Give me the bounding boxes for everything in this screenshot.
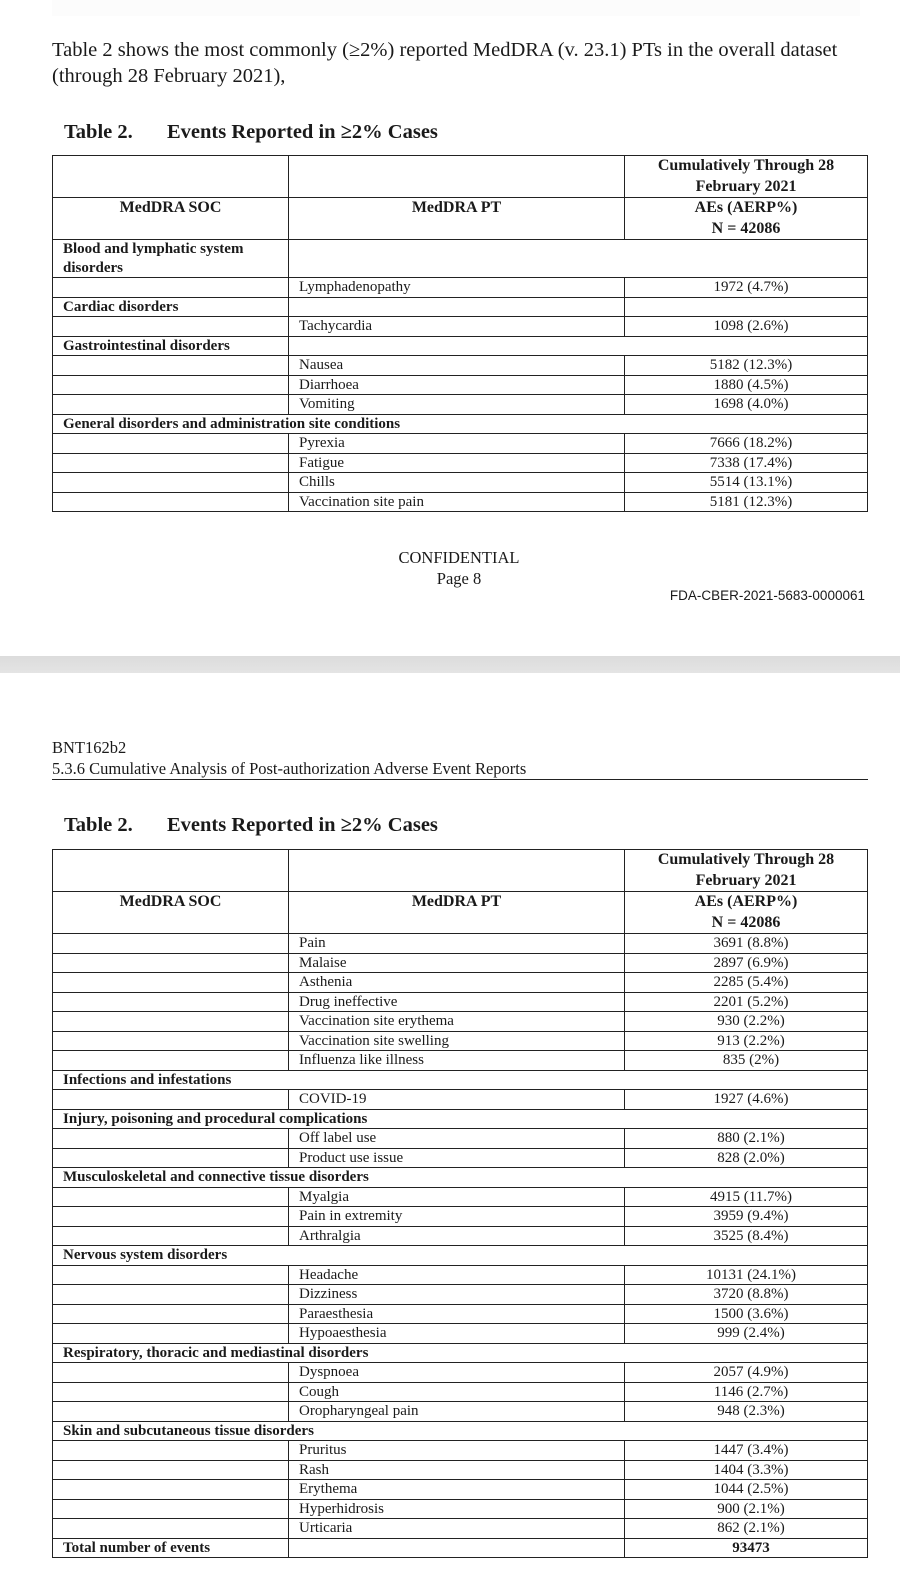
- page-separator: [0, 656, 900, 673]
- table-row: Tachycardia 1098 (2.6%): [53, 317, 868, 337]
- total-label: Total number of events: [53, 1538, 289, 1558]
- pt-label: Pruritus: [289, 1441, 625, 1461]
- table-row: [53, 934, 868, 954]
- pt-label: Dizziness: [289, 1285, 625, 1305]
- soc-label: Injury, poisoning and procedural complications: [53, 1109, 868, 1129]
- running-header: [52, 738, 868, 780]
- ae-value: 2897 (6.9%): [625, 953, 868, 973]
- table-row: [53, 1226, 868, 1246]
- ae-value: 930 (2.2%): [625, 1012, 868, 1032]
- pt-label: Rash: [289, 1460, 625, 1480]
- ae-value: 2285 (5.4%): [625, 973, 868, 993]
- product-name: BNT162b2: [52, 738, 127, 757]
- ae-value: 3720 (8.8%): [625, 1285, 868, 1305]
- table-row: [53, 1265, 868, 1285]
- table-row: [53, 1460, 868, 1480]
- intro-paragraph: Table 2 shows the most commonly (≥2%) reported MedDRA (v. 23.1) PTs in the overall dataset (through 28 February 2021),: [52, 39, 838, 87]
- ae-value: 1447 (3.4%): [625, 1441, 868, 1461]
- table-row: [53, 1090, 868, 1110]
- soc-label: Nervous system disorders: [53, 1246, 868, 1266]
- pt-label: Vaccination site erythema: [289, 1012, 625, 1032]
- pt-label: Erythema: [289, 1480, 625, 1500]
- pt-label: Vaccination site swelling: [289, 1031, 625, 1051]
- ae-value: 835 (2%): [625, 1051, 868, 1071]
- soc-label: Respiratory, thoracic and mediastinal disorders: [53, 1343, 868, 1363]
- document-id: FDA-CBER-2021-5683-0000061: [669, 588, 865, 603]
- ae-value: 999 (2.4%): [625, 1324, 868, 1344]
- table-row: [53, 953, 868, 973]
- ae-value: 4915 (11.7%): [625, 1187, 868, 1207]
- soc-label: Skin and subcutaneous tissue disorders: [53, 1421, 868, 1441]
- table-caption: [64, 121, 438, 144]
- ae-value: 3525 (8.4%): [625, 1226, 868, 1246]
- header-soc: MedDRA SOC: [53, 892, 289, 934]
- table-row: [53, 1129, 868, 1149]
- pt-label: Urticaria: [289, 1519, 625, 1539]
- table-row: [53, 1031, 868, 1051]
- events-table-page1: [52, 155, 868, 512]
- table-row: Fatigue 7338 (17.4%): [53, 453, 868, 473]
- ae-value: 862 (2.1%): [625, 1519, 868, 1539]
- table-row: [53, 1051, 868, 1071]
- table-row-soc: [53, 1168, 868, 1188]
- pt-label: Arthralgia: [289, 1226, 625, 1246]
- header-cumulative: Cumulatively Through 28 February 2021: [625, 156, 868, 198]
- ae-value: 1044 (2.5%): [625, 1480, 868, 1500]
- table-row: Pyrexia 7666 (18.2%): [53, 434, 868, 454]
- table-row: [53, 1363, 868, 1383]
- header-pt: MedDRA PT: [289, 198, 625, 240]
- table-row-soc: [53, 1246, 868, 1266]
- table-number: Table 2.: [64, 814, 133, 836]
- header-soc: MedDRA SOC: [53, 198, 289, 240]
- header-blank-pt: [289, 850, 625, 892]
- table-row: [53, 992, 868, 1012]
- header-blank-soc: [53, 156, 289, 198]
- pt-label: Hyperhidrosis: [289, 1499, 625, 1519]
- ae-value: 1146 (2.7%): [625, 1382, 868, 1402]
- header-blank-soc: [53, 850, 289, 892]
- table-row-soc: [53, 1109, 868, 1129]
- pt-label: Asthenia: [289, 973, 625, 993]
- pt-label: Drug ineffective: [289, 992, 625, 1012]
- table-row-soc: General disorders and administration site conditions: [53, 414, 868, 434]
- table-row: [53, 1441, 868, 1461]
- pt-label: Myalgia: [289, 1187, 625, 1207]
- header-blank-pt: [289, 156, 625, 198]
- table-row: [53, 1012, 868, 1032]
- ae-value: 880 (2.1%): [625, 1129, 868, 1149]
- pt-label: Influenza like illness: [289, 1051, 625, 1071]
- soc-label: Musculoskeletal and connective tissue disorders: [53, 1168, 868, 1188]
- pt-label: Paraesthesia: [289, 1304, 625, 1324]
- header-aes: AEs (AERP%) N = 42086: [625, 892, 868, 934]
- table-row: [53, 1499, 868, 1519]
- table-row: [53, 1304, 868, 1324]
- table-row: [53, 1480, 868, 1500]
- table-row: Lymphadenopathy 1972 (4.7%): [53, 278, 868, 298]
- table-row: [53, 1324, 868, 1344]
- ae-value: 1404 (3.3%): [625, 1460, 868, 1480]
- table-row-soc: Cardiac disorders: [53, 297, 868, 317]
- total-value: 93473: [625, 1538, 868, 1558]
- table-row: [53, 1285, 868, 1305]
- table-row: [53, 973, 868, 993]
- page-number: Page 8: [436, 569, 482, 588]
- table-row: [53, 1148, 868, 1168]
- ae-value: 3959 (9.4%): [625, 1207, 868, 1227]
- table-row: Diarrhoea 1880 (4.5%): [53, 375, 868, 395]
- pt-label: Dyspnoea: [289, 1363, 625, 1383]
- pt-label: COVID-19: [289, 1090, 625, 1110]
- table-row: [53, 1402, 868, 1422]
- header-aes: AEs (AERP%) N = 42086: [625, 198, 868, 240]
- table-title: Events Reported in ≥2% Cases: [167, 121, 438, 143]
- confidential-label: CONFIDENTIAL: [398, 548, 520, 567]
- ae-value: 1500 (3.6%): [625, 1304, 868, 1324]
- pt-label: Pain: [289, 934, 625, 954]
- table-row: [53, 1187, 868, 1207]
- table-title: Events Reported in ≥2% Cases: [167, 814, 438, 836]
- ae-value: 828 (2.0%): [625, 1148, 868, 1168]
- table-row: [53, 1207, 868, 1227]
- ae-value: 900 (2.1%): [625, 1499, 868, 1519]
- table-row: [53, 1519, 868, 1539]
- table-row-soc: [53, 1421, 868, 1441]
- table-row: [53, 1382, 868, 1402]
- previous-page-edge: [52, 0, 860, 16]
- table-row-soc: [53, 1070, 868, 1090]
- table-row-soc: [53, 1343, 868, 1363]
- ae-value: 948 (2.3%): [625, 1402, 868, 1422]
- pt-label: Cough: [289, 1382, 625, 1402]
- header-pt: MedDRA PT: [289, 892, 625, 934]
- pt-label: Product use issue: [289, 1148, 625, 1168]
- pt-label: Headache: [289, 1265, 625, 1285]
- table-row-soc: Gastrointestinal disorders: [53, 336, 868, 356]
- page-footer: [0, 547, 900, 589]
- ae-value: 2201 (5.2%): [625, 992, 868, 1012]
- header-cumulative: Cumulatively Through 28 February 2021: [625, 850, 868, 892]
- pt-label: Oropharyngeal pain: [289, 1402, 625, 1422]
- table-row-soc: Blood and lymphatic system disorders: [53, 240, 868, 278]
- soc-label: Infections and infestations: [53, 1070, 868, 1090]
- ae-value: 3691 (8.8%): [625, 934, 868, 954]
- pt-label: Pain in extremity: [289, 1207, 625, 1227]
- ae-value: 10131 (24.1%): [625, 1265, 868, 1285]
- ae-value: 913 (2.2%): [625, 1031, 868, 1051]
- table-caption: [64, 814, 438, 837]
- pt-label: Hypoaesthesia: [289, 1324, 625, 1344]
- events-table-page2: [52, 849, 868, 1558]
- pt-label: Off label use: [289, 1129, 625, 1149]
- ae-value: 1927 (4.6%): [625, 1090, 868, 1110]
- table-number: Table 2.: [64, 121, 133, 143]
- table-row-total: [53, 1538, 868, 1558]
- table-row: Chills 5514 (13.1%): [53, 473, 868, 493]
- table-body: [53, 934, 868, 1558]
- ae-value: 2057 (4.9%): [625, 1363, 868, 1383]
- table-row: Vomiting 1698 (4.0%): [53, 395, 868, 415]
- pt-label: Malaise: [289, 953, 625, 973]
- section-title: 5.3.6 Cumulative Analysis of Post-authorization Adverse Event Reports: [52, 758, 527, 778]
- table-row: Nausea 5182 (12.3%): [53, 356, 868, 376]
- table-row: Vaccination site pain 5181 (12.3%): [53, 492, 868, 512]
